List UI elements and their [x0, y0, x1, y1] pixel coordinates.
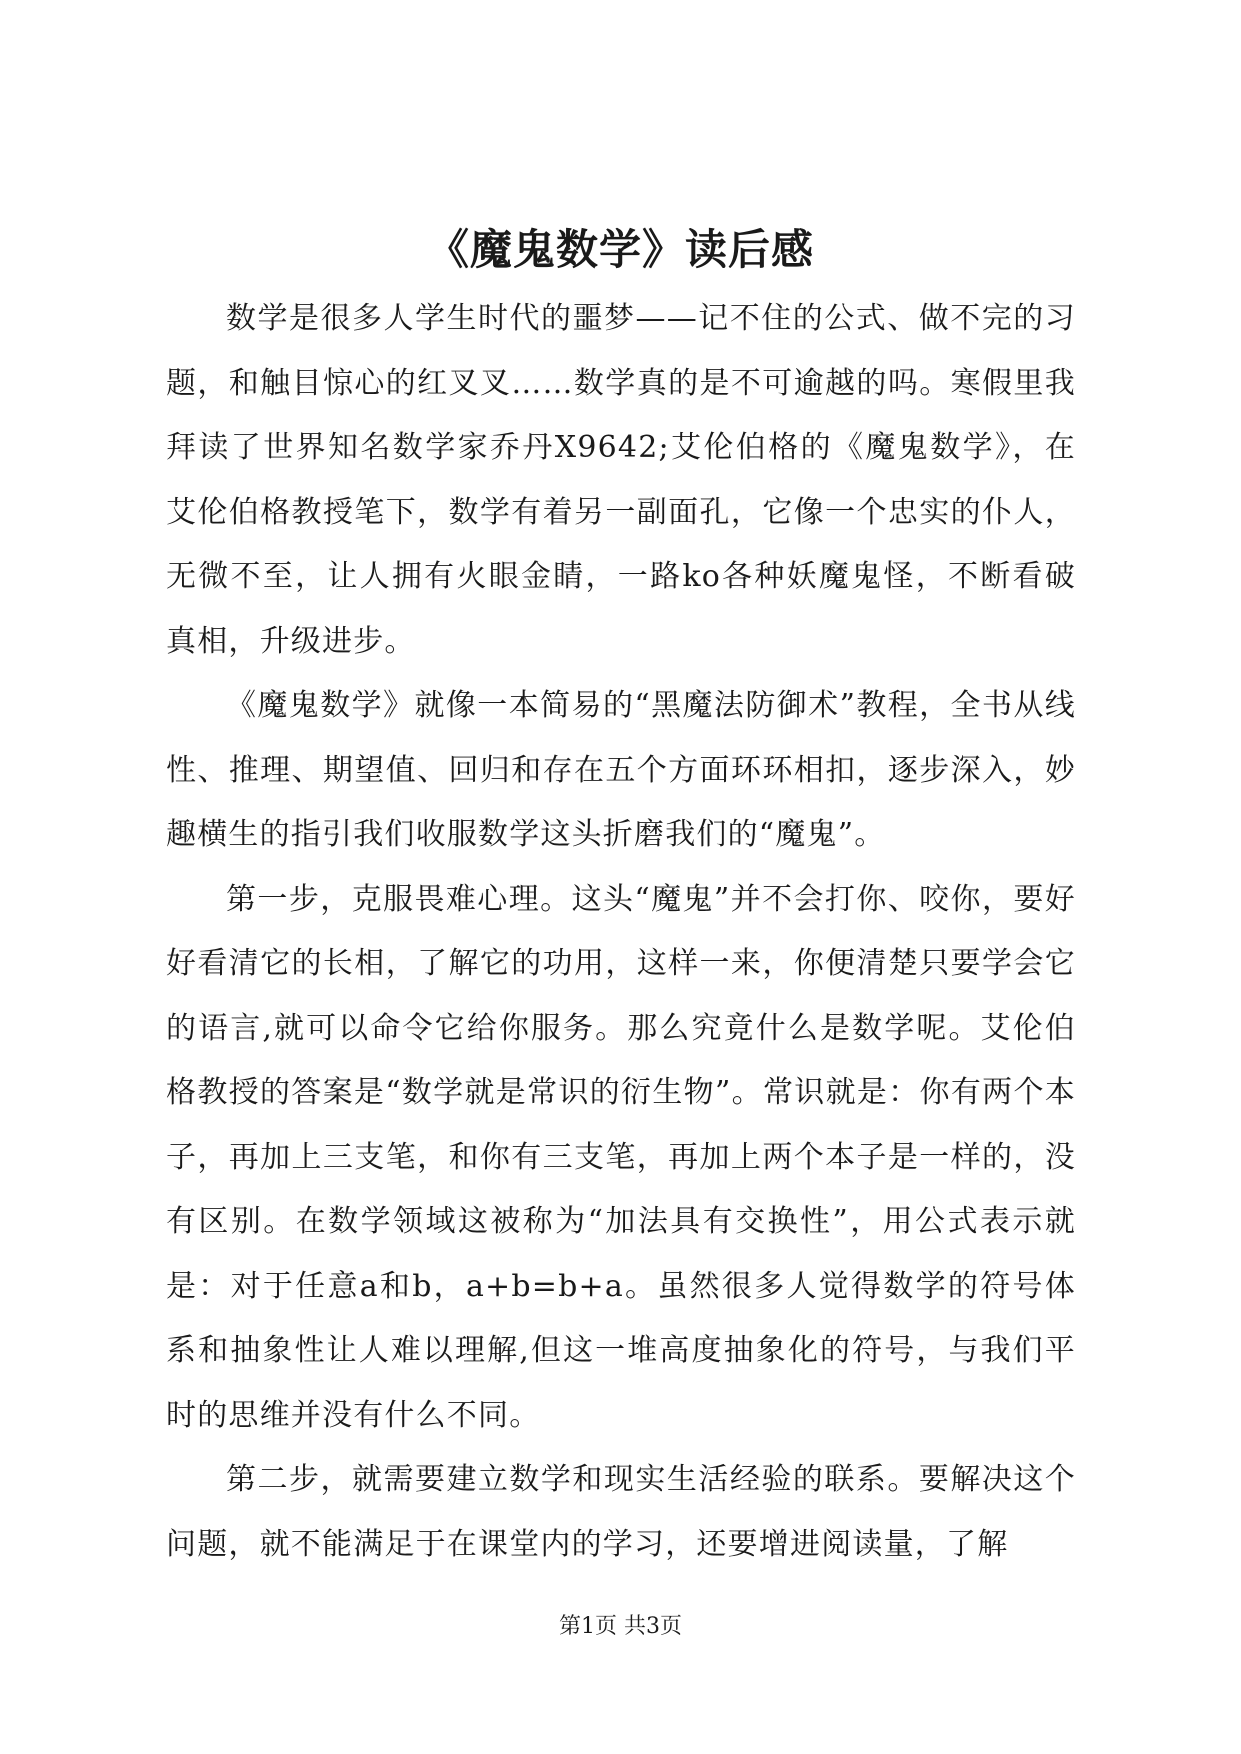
paragraph-2: 《魔鬼数学》就像一本简易的“黑魔法防御术”教程，全书从线性、推理、期望值、回归和存在五个方面环环相扣，逐步深入，妙趣横生的指引我们收服数学这头折磨我们的“魔鬼”。: [166, 688, 1076, 852]
paragraph-4: 第二步，就需要建立数学和现实生活经验的联系。要解决这个问题，就不能满足于在课堂内的学习，还要增进阅读量，了解: [166, 1462, 1076, 1562]
paragraph-1: 数学是很多人学生时代的噩梦——记不住的公式、做不完的习题，和触目惊心的红叉叉……数学真的是不可逾越的吗。寒假里我拜读了世界知名数学家乔丹X9642;艾伦伯格的《魔鬼数学》，在艾伦伯格教授笔下，数学有着另一副面孔，它像一个忠实的仆人，无微不至，让人拥有火眼金睛，一路ko各种妖魔鬼怪，不断看破真相，升级进步。: [166, 301, 1076, 659]
document-body: [166, 287, 1076, 1577]
page-number-footer: 第1页 共3页: [559, 1614, 682, 1639]
paragraph-3: 第一步，克服畏难心理。这头“魔鬼”并不会打你、咬你，要好好看清它的长相，了解它的功用，这样一来，你便清楚只要学会它的语言,就可以命令它给你服务。那么究竟什么是数学呢。艾伦伯格教授的答案是“数学就是常识的衍生物”。常识就是：你有两个本子，再加上三支笔，和你有三支笔，再加上两个本子是一样的，没有区别。在数学领域这被称为“加法具有交换性”，用公式表示就是：对于任意a和b，a+b=b+a。虽然很多人觉得数学的符号体系和抽象性让人难以理解,但这一堆高度抽象化的符号，与我们平时的思维并没有什么不同。: [166, 881, 1076, 1433]
document-title: 《魔鬼数学》读后感: [426, 225, 814, 274]
